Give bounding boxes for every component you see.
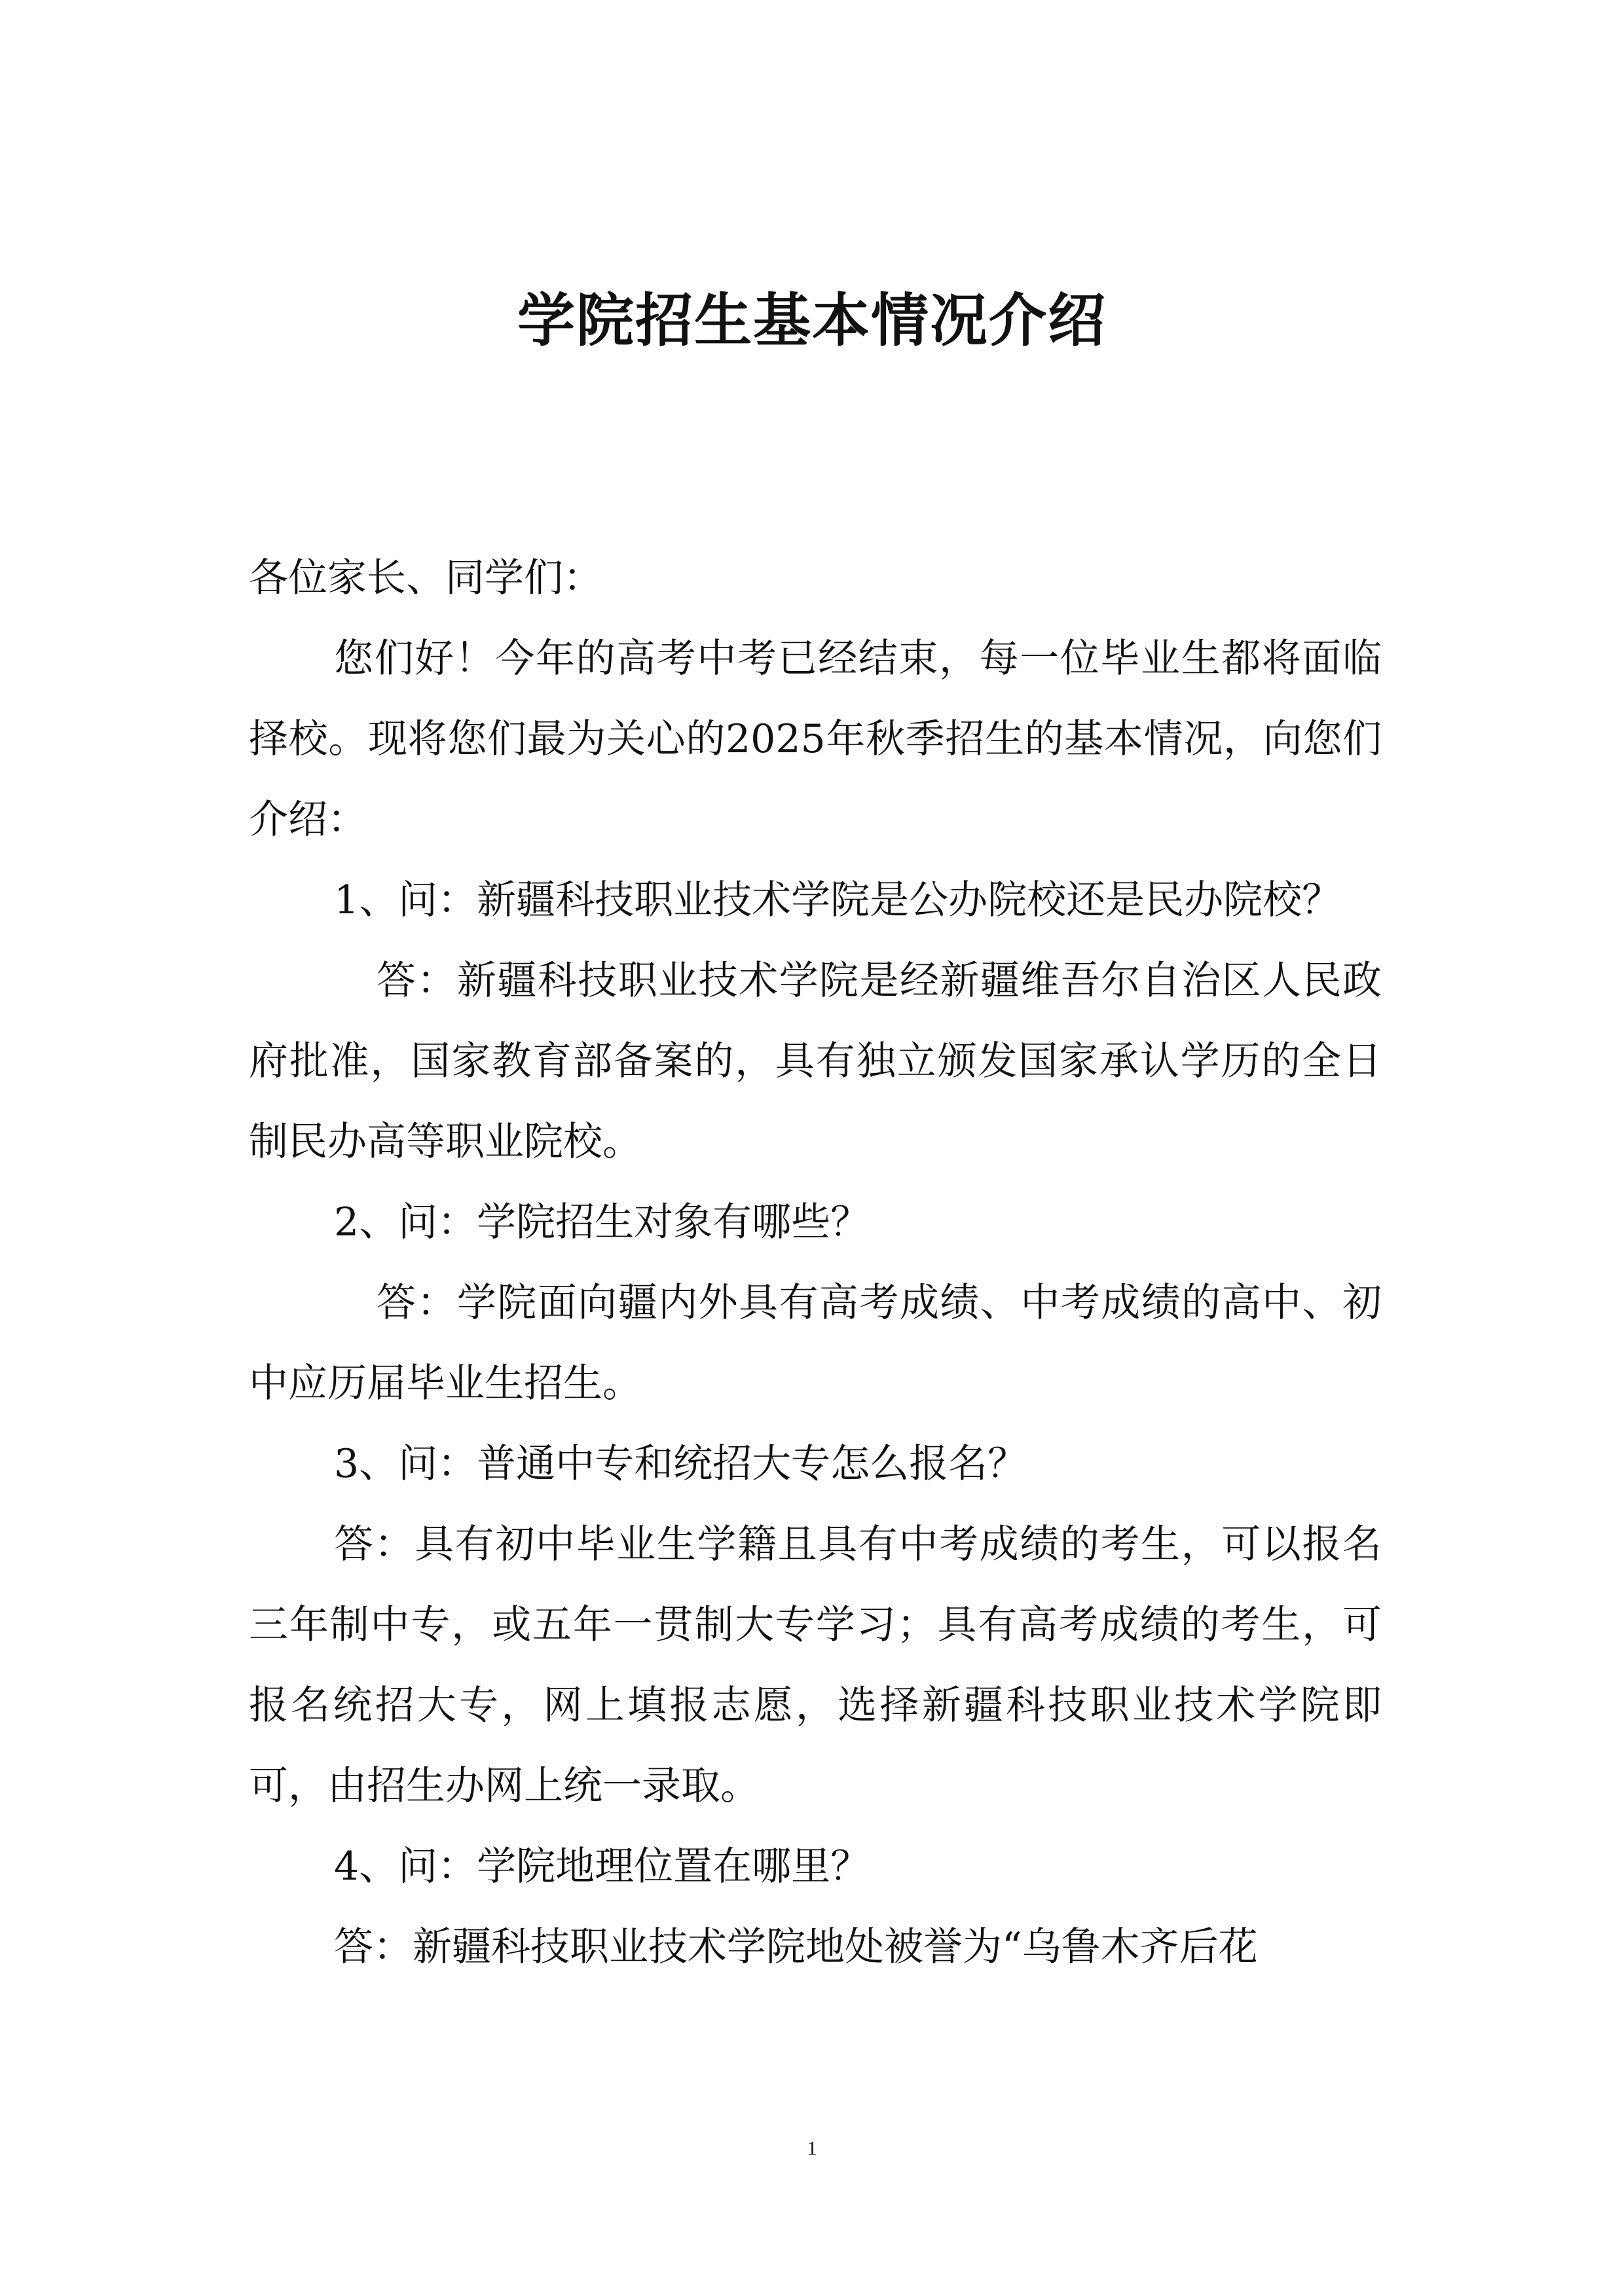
- answer-2: 答：学院面向疆内外具有高考成绩、中考成绩的高中、初中应历届毕业生招生。: [249, 1280, 1382, 1406]
- question-2: 2、问：学院招生对象有哪些？: [334, 1199, 870, 1245]
- salutation: 各位家长、同学们：: [249, 555, 602, 601]
- intro-paragraph: 您们好！今年的高考中考已经结束，每一位毕业生都将面临择校。现将您们最为关心的2025年秋季招生的基本情况，向您们介绍：: [249, 636, 1382, 843]
- question-1: 1、问：新疆科技职业技术学院是公办院校还是民办院校？: [334, 877, 1342, 923]
- page-number: 1: [807, 2138, 817, 2159]
- answer-3: 答：具有初中毕业生学籍且具有中考成绩的考生，可以报名三年制中专，或五年一贯制大专学习；具有高考成绩的考生，可报名统招大专，网上填报志愿，选择新疆科技职业技术学院即可，由招生办网上统一录取。: [249, 1522, 1382, 1809]
- answer-4: 答：新疆科技职业技术学院地处被誉为“乌鲁木齐后花: [334, 1924, 1258, 1970]
- question-3: 3、问：普通中专和统招大专怎么报名？: [334, 1441, 1027, 1487]
- document-body: [249, 538, 1382, 1988]
- document-title: 学院招生基本情况介绍: [517, 287, 1107, 354]
- question-4: 4、问：学院地理位置在哪里？: [334, 1844, 870, 1889]
- answer-1: 答：新疆科技职业技术学院是经新疆维吾尔自治区人民政府批准，国家教育部备案的，具有独立颁发国家承认学历的全日制民办高等职业院校。: [249, 958, 1382, 1165]
